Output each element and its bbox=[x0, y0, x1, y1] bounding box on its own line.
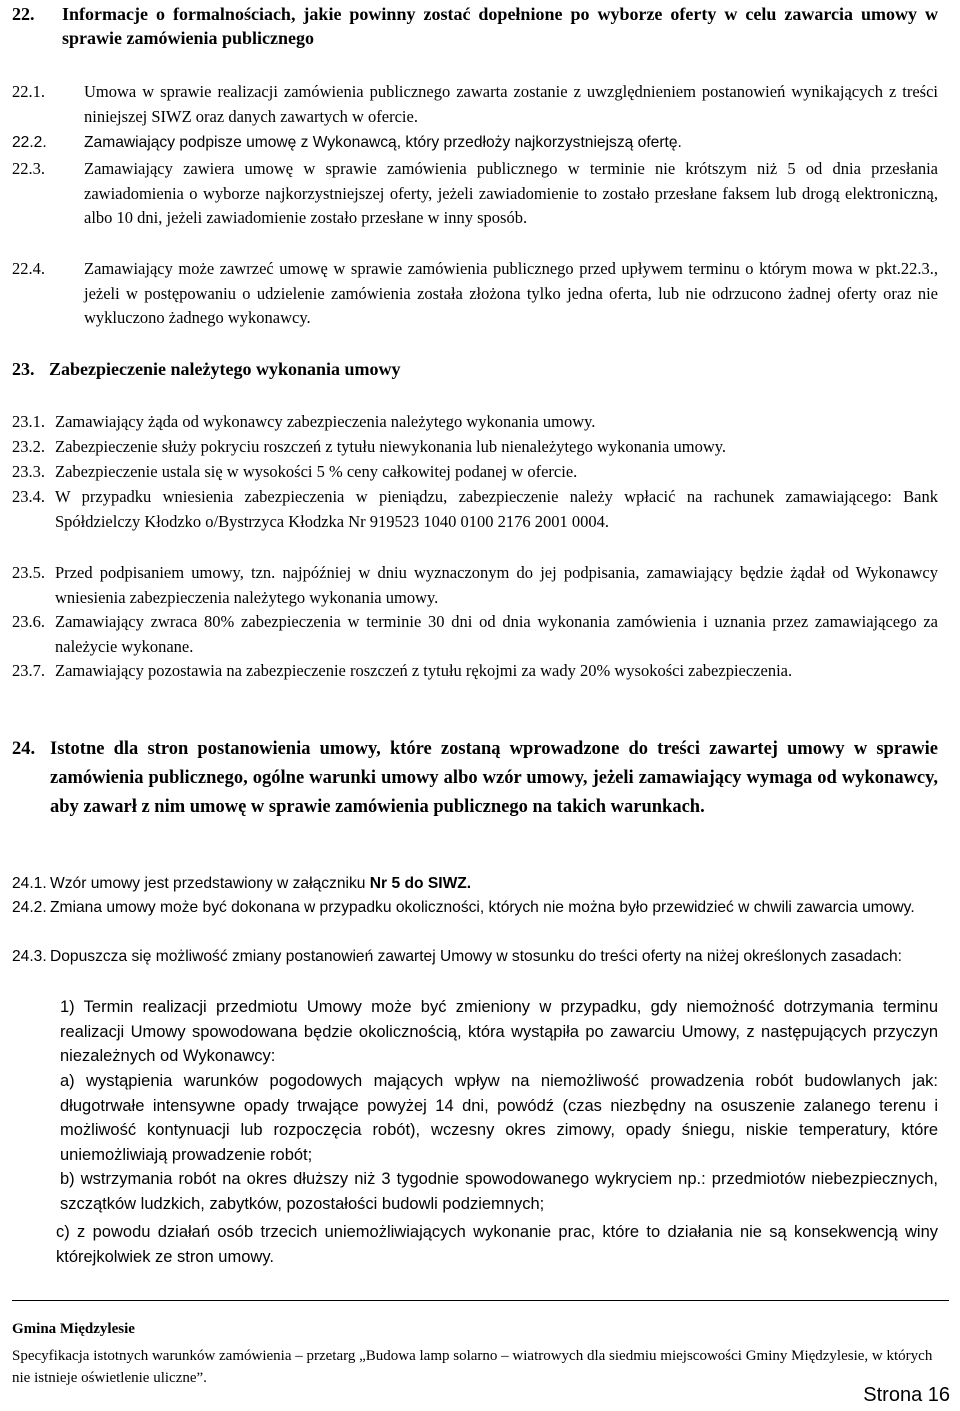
clause-number: 23.5. bbox=[12, 563, 45, 582]
clause-number: 23.1. bbox=[12, 412, 45, 431]
section-24-heading bbox=[12, 735, 938, 822]
section-number: 24. bbox=[12, 739, 36, 759]
clause-text: Dopuszcza się możliwość zmiany postanowień zawartej Umowy w stosunku do treści oferty na niżej określonych zasadach: bbox=[50, 948, 902, 965]
clause-23-6 bbox=[12, 610, 938, 659]
clause-text: Zabezpieczenie ustala się w wysokości 5 % ceny całkowitej podanej w ofercie. bbox=[55, 462, 578, 481]
clause-number: 23.3. bbox=[12, 462, 45, 481]
clause-23-5 bbox=[12, 561, 938, 610]
clause-text: Wzór umowy jest przedstawiony w załączniku bbox=[50, 875, 370, 892]
clause-text: Przed podpisaniem umowy, tzn. najpóźniej w dniu wyznaczonym do jej podpisania, zamawiający będzie żądał od Wykonawcy wniesienia zabezpieczenia należytego wykonania umowy. bbox=[55, 563, 938, 607]
clause-text: Zamawiający zwraca 80% zabezpieczenia w terminie 30 dni od dnia wykonania zamówienia i uznania przez zamawiającego za należycie wykonane. bbox=[55, 612, 938, 656]
clause-text: Zamawiający pozostawia na zabezpieczenie roszczeń z tytułu rękojmi za wady 20% wysokości zabezpieczenia. bbox=[55, 661, 793, 680]
clause-22-2 bbox=[12, 131, 938, 156]
point-a: a) wystąpienia warunków pogodowych mających wpływ na niemożliwość prowadzenia robót budowlanych jak: długotrwałe intensywne opady trwające powyżej 14 dni, powódź (czas niezbędny na osuszenie zalanego terenu i możliwość kontynuacji lub rozpoczęcia robót), wczesny okres zimowy, opady śniegu, niskie temperatury, które uniemożliwiają prowadzenie robót; bbox=[60, 1072, 938, 1164]
clause-23-2 bbox=[12, 435, 938, 460]
clause-number: 22.3. bbox=[12, 159, 45, 178]
section-number: 23. bbox=[12, 359, 35, 379]
clause-22-3 bbox=[12, 157, 938, 231]
section-22-heading bbox=[12, 2, 938, 50]
clause-text: Zamawiający podpisze umowę z Wykonawcą, który przedłoży najkorzystniejszą ofertę. bbox=[84, 134, 682, 151]
clause-text: Zamawiający żąda od wykonawcy zabezpieczenia należytego wykonania umowy. bbox=[55, 412, 596, 431]
clause-number: 23.6. bbox=[12, 612, 45, 631]
point-1: 1) Termin realizacji przedmiotu Umowy może być zmieniony w przypadku, gdy niemożność dotrzymania terminu realizacji Umowy spowodowana będzie okolicznością, która wystąpiła po zawarciu Umowy, z następujących przyczyn niezależnych od Wykonawcy: bbox=[60, 998, 938, 1065]
clause-number: 23.4. bbox=[12, 487, 45, 506]
clause-number: 24.1. bbox=[12, 875, 47, 892]
clause-24-3 bbox=[12, 945, 938, 970]
clause-text: Zmiana umowy może być dokonana w przypadku okoliczności, których nie można było przewidzieć w chwili zawarcia umowy. bbox=[50, 899, 915, 916]
clause-number: 23.2. bbox=[12, 437, 45, 456]
section-title: Istotne dla stron postanowienia umowy, które zostaną wprowadzone do treści zawartej umowy w sprawie zamówienia publicznego, ogólne warunki umowy albo wzór umowy, jeżeli zamawiający wymaga od wykonawcy, aby zawarł z nim umowę w sprawie zamówienia publicznego na takich warunkach. bbox=[50, 739, 938, 817]
footer-description: Specyfikacja istotnych warunków zamówienia – przetarg „Budowa lamp solarno – wiatrowych dla siedmiu miejscowości Gminy Międzylesie, w których nie istnieje oświetlenie uliczne”. bbox=[12, 1348, 933, 1386]
clause-text: Zabezpieczenie służy pokryciu roszczeń z tytułu niewykonania lub nienależytego wykonania umowy. bbox=[55, 437, 727, 456]
point-b: b) wstrzymania robót na okres dłuższy niż 3 tygodnie spowodowanego wykryciem np.: przedmiotów niebezpiecznych, szczątków ludzkich, zabytków, pozostałości budowli podziemnych; bbox=[60, 1170, 938, 1213]
page-number: Strona 16 bbox=[863, 1384, 950, 1406]
section-title: Zabezpieczenie należytego wykonania umowy bbox=[49, 359, 401, 379]
clause-number: 24.2. bbox=[12, 899, 47, 916]
clause-24-2 bbox=[12, 896, 938, 921]
clause-number: 24.3. bbox=[12, 948, 47, 965]
clause-22-1 bbox=[12, 80, 938, 129]
clause-attachment-ref: Nr 5 do SIWZ. bbox=[369, 875, 472, 892]
clause-number: 23.7. bbox=[12, 661, 45, 680]
footer-org: Gmina Międzylesie bbox=[12, 1321, 135, 1337]
clause-number: 22.4. bbox=[12, 259, 45, 278]
clause-text: Zamawiający zawiera umowę w sprawie zamówienia publicznego w terminie nie krótszym niż 5 od dnia przesłania zawiadomienia o wyborze najkorzystniejszej oferty, jeżeli zawiadomienie to zostało przesłane faksem lub drogą elektroniczną, albo 10 dni, jeżeli zawiadomienie zostało przesłane w inny sposób. bbox=[84, 159, 938, 227]
clause-number: 22.2. bbox=[12, 134, 47, 151]
clause-text: W przypadku wniesienia zabezpieczenia w pieniądzu, zabezpieczenie należy wpłacić na rachunek zamawiającego: Bank Spółdzielczy Kłodzko o/Bystrzyca Kłodzka Nr 919523 1040 0100 2176 2001 0004. bbox=[55, 487, 938, 531]
clause-23-3 bbox=[12, 460, 938, 485]
clause-text: Umowa w sprawie realizacji zamówienia publicznego zawarta zostanie z uwzględnieniem postanowień wynikających z treści niniejszej SIWZ oraz danych zawartych w ofercie. bbox=[84, 82, 938, 126]
footer-divider bbox=[12, 1300, 949, 1301]
clause-24-1 bbox=[12, 872, 938, 897]
section-number: 22. bbox=[12, 4, 35, 24]
clause-23-1 bbox=[12, 410, 938, 435]
section-23-heading bbox=[12, 357, 938, 381]
point-c: c) z powodu działań osób trzecich uniemożliwiających wykonanie prac, które to działania nie są konsekwencją winy którejkolwiek ze stron umowy. bbox=[56, 1223, 938, 1266]
clause-text: Zamawiający może zawrzeć umowę w sprawie zamówienia publicznego przed upływem terminu o którym mowa w pkt.22.3., jeżeli w postępowaniu o udzielenie zamówienia została złożona tylko jedna oferta, lub nie odrzucono żadnej oferty oraz nie wykluczono żadnego wykonawcy. bbox=[84, 259, 938, 327]
clause-23-7 bbox=[12, 659, 938, 684]
section-title: Informacje o formalnościach, jakie powinny zostać dopełnione po wyborze oferty w celu zawarcia umowy w sprawie zamówienia publicznego bbox=[62, 4, 938, 48]
clause-22-4 bbox=[12, 257, 938, 331]
clause-number: 22.1. bbox=[12, 82, 45, 101]
clause-23-4 bbox=[12, 485, 938, 534]
